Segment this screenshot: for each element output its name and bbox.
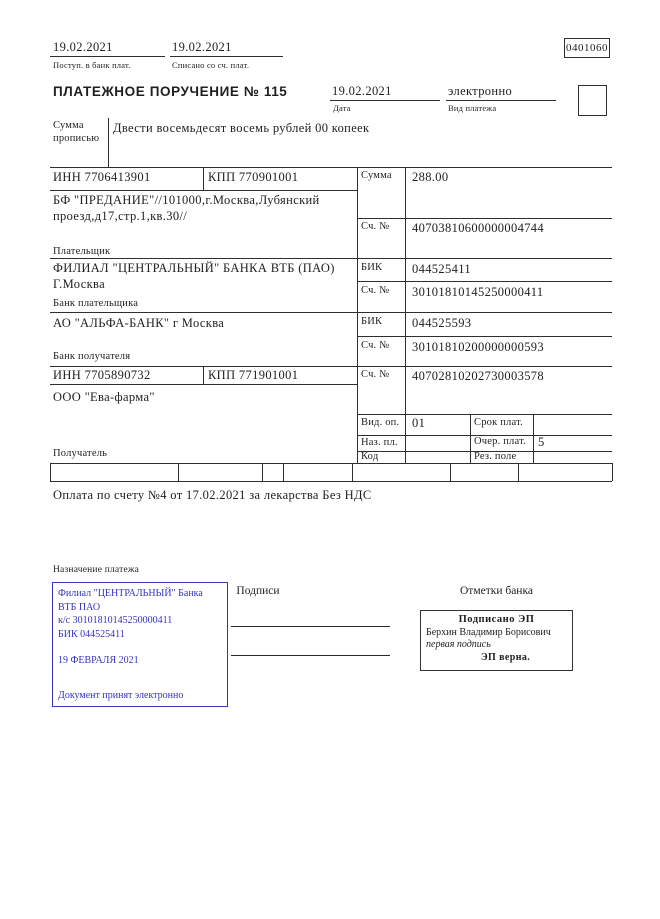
stamp-corr-account: к/с 30101810145250000411 <box>58 615 173 626</box>
stamp-bik: БИК 044525411 <box>58 628 125 640</box>
purpose-code-label: Наз. пл. <box>361 437 398 448</box>
received-label: Поступ. в банк плат. <box>53 60 131 70</box>
order-value: 5 <box>538 435 545 449</box>
divider <box>612 463 613 481</box>
beneficiary-bank-account: 30101810200000000593 <box>412 340 544 354</box>
term-label: Срок плат. <box>474 417 523 428</box>
divider <box>533 414 534 463</box>
ep-verified: ЭП верна. <box>480 651 531 663</box>
payment-kind-label: Вид платежа <box>448 103 497 113</box>
divider <box>170 56 283 57</box>
signature-line-2 <box>231 655 390 656</box>
debited-date: 19.02.2021 <box>172 40 232 54</box>
divider <box>470 414 471 463</box>
stamp-spacer <box>58 641 225 654</box>
status-box <box>578 85 607 116</box>
signature-type: первая подпись <box>426 639 491 650</box>
payer-inn: ИНН 7706413901 <box>53 170 151 184</box>
divider <box>203 366 204 384</box>
table-line <box>50 258 612 259</box>
divider <box>357 167 358 463</box>
beneficiary-account: 40702810202730003578 <box>412 369 544 383</box>
sum-value: 288.00 <box>412 170 449 184</box>
payer-bank-account-label: Сч. № <box>361 285 390 296</box>
purpose-text: Оплата по счету №4 от 17.02.2021 за лекарства Без НДС <box>53 488 372 502</box>
divider <box>262 463 263 481</box>
table-line <box>50 366 612 367</box>
doc-date: 19.02.2021 <box>332 84 392 98</box>
beneficiary-bank-account-label: Сч. № <box>361 340 390 351</box>
divider <box>203 167 204 190</box>
reserve-label: Рез. поле <box>474 451 517 462</box>
signature-line-1 <box>231 626 390 627</box>
divider <box>405 167 406 463</box>
signer-name: Берхин Владимир Борисович <box>426 626 551 638</box>
payment-kind: электронно <box>448 84 513 98</box>
beneficiary-bank-bik: 044525593 <box>412 316 472 330</box>
payer-label: Плательщик <box>53 246 111 257</box>
purpose-label: Назначение платежа <box>53 565 140 575</box>
payer-account: 40703810600000004744 <box>412 221 544 235</box>
code-label: Код <box>361 451 379 462</box>
sum-label: Сумма <box>361 170 392 181</box>
beneficiary-account-label: Сч. № <box>361 369 390 380</box>
payer-bank-bik-label: БИК <box>361 262 383 273</box>
page-title: ПЛАТЕЖНОЕ ПОРУЧЕНИЕ № 115 <box>53 84 288 99</box>
divider <box>108 118 109 167</box>
op-kind-label: Вид. оп. <box>361 417 400 428</box>
table-line <box>357 281 612 282</box>
stamp-date: 19 ФЕВРАЛЯ 2021 <box>58 655 139 666</box>
payer-bank-bik: 044525411 <box>412 262 471 276</box>
table-line <box>50 190 357 191</box>
table-line <box>50 167 612 168</box>
divider <box>178 463 179 481</box>
received-date: 19.02.2021 <box>53 40 113 54</box>
beneficiary-bank-bik-label: БИК <box>361 316 383 327</box>
beneficiary-kpp: КПП 771901001 <box>208 368 299 382</box>
beneficiary-bank-name: АО "АЛЬФА-БАНК" г Москва <box>53 316 225 330</box>
amount-words-label: Сумма прописью <box>53 120 100 144</box>
debited-label: Списано со сч. плат. <box>172 60 250 70</box>
bank-marks-box <box>420 610 573 671</box>
beneficiary-bank-label: Банк получателя <box>53 351 131 362</box>
signatures-title: Подписи <box>236 585 280 597</box>
doc-date-label: Дата <box>333 103 351 113</box>
stamp-bank-line2: ВТБ ПАО <box>58 601 101 613</box>
stamp-footer: Документ принят электронно <box>58 689 184 701</box>
table-line <box>50 463 612 464</box>
bank-marks-title: Отметки банка <box>460 585 533 597</box>
divider <box>50 56 165 57</box>
table-line <box>357 414 612 415</box>
beneficiary-inn: ИНН 7705890732 <box>53 368 151 382</box>
bank-stamp <box>52 582 228 707</box>
divider <box>283 463 284 481</box>
table-line <box>50 384 357 385</box>
stamp-bank-line1: Филиал "ЦЕНТРАЛЬНЫЙ" Банка <box>58 588 203 599</box>
payer-name: БФ "ПРЕДАНИЕ"//101000,г.Москва,Лубянский проезд,д17,стр.1,кв.30// <box>53 193 320 223</box>
signed-ep-title: Подписано ЭП <box>458 614 535 625</box>
divider <box>446 100 556 101</box>
payer-account-label: Сч. № <box>361 221 390 232</box>
table-line <box>357 218 612 219</box>
op-kind-value: 01 <box>412 416 426 430</box>
payer-bank-account: 30101810145250000411 <box>412 285 544 299</box>
beneficiary-label: Получатель <box>53 448 108 459</box>
table-line <box>50 312 612 313</box>
beneficiary-name: ООО "Ева-фарма" <box>53 390 155 404</box>
divider <box>450 463 451 481</box>
amount-words: Двести восемьдесят восемь рублей 00 копеек <box>113 121 370 135</box>
divider <box>330 100 440 101</box>
order-label: Очер. плат. <box>474 436 526 447</box>
payer-bank-name: ФИЛИАЛ "ЦЕНТРАЛЬНЫЙ" БАНКА ВТБ (ПАО) Г.Москва <box>53 261 335 291</box>
form-code-box: 0401060 <box>564 38 610 58</box>
table-line <box>50 481 612 482</box>
divider <box>352 463 353 481</box>
divider <box>518 463 519 481</box>
table-line <box>357 336 612 337</box>
payer-bank-label: Банк плательщика <box>53 298 139 309</box>
payer-kpp: КПП 770901001 <box>208 170 299 184</box>
divider <box>50 463 51 481</box>
